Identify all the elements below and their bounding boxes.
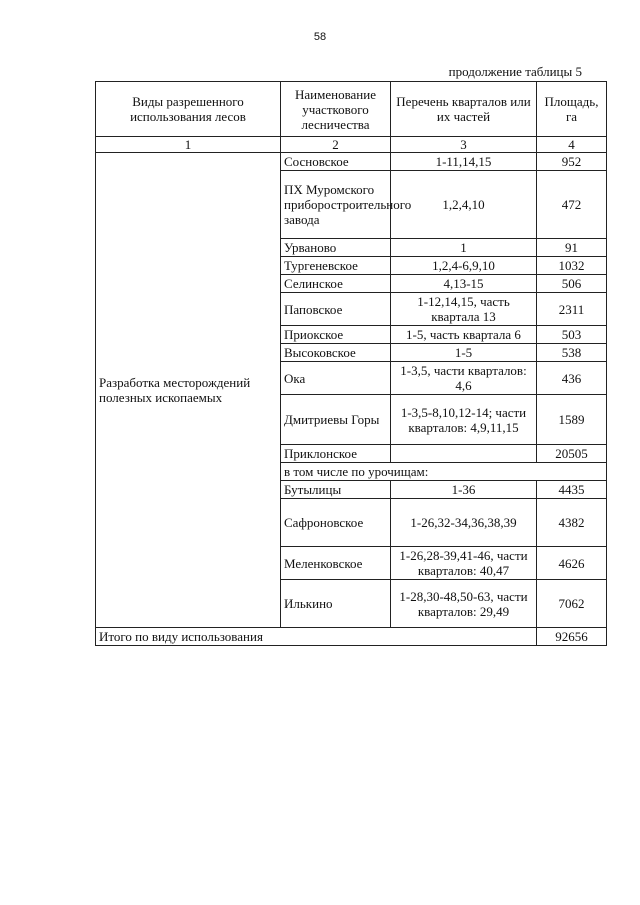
blocks-list: 1,2,4,10 [391,171,537,239]
column-number: 3 [391,137,537,153]
area-value: 4626 [537,547,607,580]
page-number: 58 [313,31,327,43]
area-value: 1032 [537,257,607,275]
forestry-name: Дмитриевы Горы [281,395,391,445]
blocks-list: 1-28,30-48,50-63, части кварталов: 29,49 [391,580,537,628]
tract-name: Меленковское [281,547,391,580]
area-value: 952 [537,153,607,171]
area-value: 20505 [537,445,607,463]
forestry-name: Тургеневское [281,257,391,275]
blocks-list: 1-26,28-39,41-46, части кварталов: 40,47 [391,547,537,580]
blocks-list: 1-12,14,15, часть квартала 13 [391,293,537,326]
header-area: Площадь, га [537,82,607,137]
blocks-list: 1-3,5, части кварталов: 4,6 [391,362,537,395]
tract-name: Сафроновское [281,499,391,547]
column-number: 2 [281,137,391,153]
column-number-row [96,137,607,153]
area-value: 506 [537,275,607,293]
total-row [96,628,607,646]
table-continuation-label: продолжение таблицы 5 [448,64,582,79]
header-use-type: Виды разрешенного использования лесов [96,82,281,137]
tract-name: Илькино [281,580,391,628]
column-number: 1 [96,137,281,153]
forestry-name: Приокское [281,326,391,344]
forestry-name: Ока [281,362,391,395]
total-area: 92656 [537,628,607,646]
forestry-name: Высоковское [281,344,391,362]
area-value: 538 [537,344,607,362]
header-row [96,82,607,137]
header-forestry: Наименование участкового лесничества [281,82,391,137]
forestry-name: ПХ Муромского приборостроительного завода [281,171,391,239]
area-value: 4435 [537,481,607,499]
area-value: 91 [537,239,607,257]
header-blocks: Перечень кварталов или их частей [391,82,537,137]
forestry-name: Приклонское [281,445,391,463]
blocks-list: 1-36 [391,481,537,499]
area-value: 4382 [537,499,607,547]
area-value: 503 [537,326,607,344]
area-value: 472 [537,171,607,239]
table-row [96,153,607,171]
area-value: 436 [537,362,607,395]
blocks-list: 1-3,5-8,10,12-14; части кварталов: 4,9,11,15 [391,395,537,445]
blocks-list: 1-5, часть квартала 6 [391,326,537,344]
blocks-list: 4,13-15 [391,275,537,293]
forest-use-table [95,81,607,646]
tracts-subheading: в том числе по урочищам: [281,463,607,481]
column-number: 4 [537,137,607,153]
forestry-name: Паповское [281,293,391,326]
blocks-list [391,445,537,463]
table-body [96,153,607,646]
forestry-name: Урваново [281,239,391,257]
tract-name: Бутылицы [281,481,391,499]
blocks-list: 1 [391,239,537,257]
area-value: 1589 [537,395,607,445]
blocks-list: 1,2,4-6,9,10 [391,257,537,275]
blocks-list: 1-5 [391,344,537,362]
total-label: Итого по виду использования [96,628,537,646]
blocks-list: 1-26,32-34,36,38,39 [391,499,537,547]
forestry-name: Селинское [281,275,391,293]
use-type-cell: Разработка месторождений полезных ископаемых [96,153,281,628]
forestry-name: Сосновское [281,153,391,171]
area-value: 7062 [537,580,607,628]
blocks-list: 1-11,14,15 [391,153,537,171]
area-value: 2311 [537,293,607,326]
